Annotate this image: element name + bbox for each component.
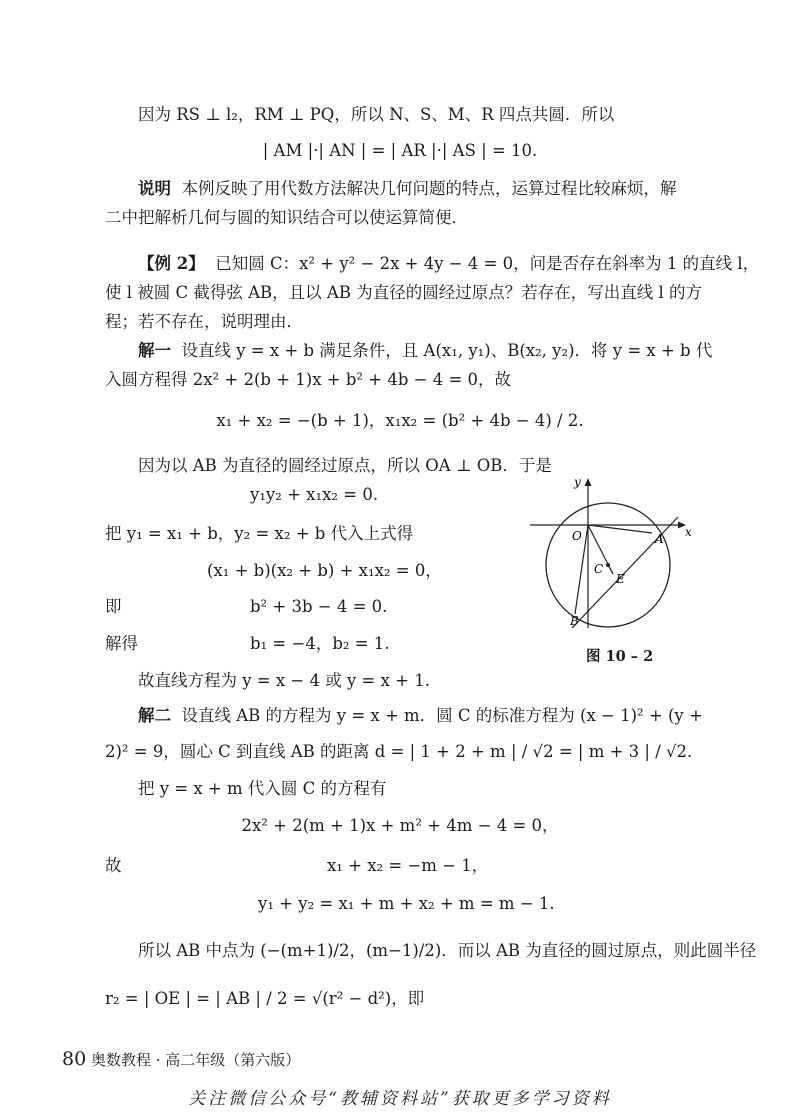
note-line-2: 二中把解析几何与圆的知识结合可以使运算简便． [105, 208, 468, 227]
example-line-3: 程；若不存在，说明理由． [105, 312, 303, 331]
solution2-line-5: r₂ = | OE | = | AB | / 2 = √(r² − d²)，即 [105, 989, 425, 1008]
label-a: A [655, 532, 664, 546]
equation-x-sum: x₁ + x₂ = −m − 1， [327, 856, 489, 875]
label-b: B [570, 614, 579, 628]
equation-perpendicular: y₁y₂ + x₁x₂ = 0. [250, 485, 379, 504]
page-number: 80 [62, 1048, 87, 1070]
proof-line-1: 因为 RS ⊥ l₂，RM ⊥ PQ，所以 N、S、M、R 四点共圆．所以 [138, 105, 615, 124]
solution1-conclusion: 故直线方程为 y = x − 4 或 y = x + 1. [138, 671, 430, 690]
equation-vieta-b: x₁ + x₂ = −(b + 1)，x₁x₂ = (b² + 4b − 4) / 2. [216, 411, 584, 430]
circle-figure [520, 470, 695, 630]
label-c: C [594, 562, 604, 576]
solution1-line-1 [138, 340, 712, 362]
equation-substituted: (x₁ + b)(x₂ + b) + x₁x₂ = 0， [207, 561, 442, 580]
solution1-line-3: 因为以 AB 为直径的圆经过原点，所以 OA ⊥ OB．于是 [138, 456, 552, 475]
equation-b-quadratic: b² + 3b − 4 = 0. [250, 597, 388, 616]
figure-caption: 图 10 – 2 [586, 648, 654, 665]
watermark-text: 关注微信公众号“教辅资料站”获取更多学习资料 [188, 1089, 612, 1109]
solution1-label: 解一 [138, 341, 171, 360]
equation-y-sum: y₁ + y₂ = x₁ + m + x₂ + m = m − 1. [258, 894, 555, 913]
y-axis-arrow [585, 478, 592, 486]
example-line-1 [138, 253, 759, 275]
label-e: E [616, 572, 625, 586]
equation-am-an: | AM |·| AN | = | AR |·| AS | = 10. [262, 141, 538, 160]
page-footer [62, 1048, 300, 1070]
equation-x-sum-label: 故 [105, 856, 122, 875]
equation-m-quadratic: 2x² + 2(m + 1)x + m² + 4m − 4 = 0， [241, 816, 559, 835]
solution2-line-3: 把 y = x + m 代入圆 C 的方程有 [138, 779, 387, 798]
solution2-line-4: 所以 AB 中点为 (−(m+1)/2，(m−1)/2)．而以 AB 为直径的圆过原点，则此圆半径 [138, 941, 757, 960]
equation-b-quadratic-label: 即 [105, 597, 122, 616]
note-text-1: 本例反映了用代数方法解决几何问题的特点，运算过程比较麻烦，解 [181, 179, 677, 198]
book-title: 奥数教程 · 高二年级（第六版） [90, 1051, 301, 1069]
note-label: 说明 [138, 179, 171, 198]
solution1-text-1: 设直线 y = x + b 满足条件，且 A(x₁, y₁)、B(x₂, y₂)．将 y = x + b 代 [181, 341, 713, 360]
label-o: O [572, 529, 582, 543]
solution2-line-1 [138, 705, 703, 727]
example-label: 【例 2】 [138, 254, 205, 273]
segment-oa [588, 525, 652, 533]
solution1-line-2: 入圆方程得 2x² + 2(b + 1)x + b² + 4b − 4 = 0，故 [105, 370, 512, 389]
note-line-1 [138, 178, 677, 200]
center-point [606, 563, 610, 567]
solution2-text-1: 设直线 AB 的方程为 y = x + m．圆 C 的标准方程为 (x − 1)² + (y + [181, 706, 703, 725]
solution2-label: 解二 [138, 706, 171, 725]
solution1-line-4: 把 y₁ = x₁ + b，y₂ = x₂ + b 代入上式得 [105, 524, 414, 543]
equation-b-solutions-label: 解得 [105, 634, 138, 653]
equation-b-solutions: b₁ = −4，b₂ = 1. [250, 634, 390, 653]
label-x: x [685, 525, 692, 539]
example-text-1: 已知圆 C：x² + y² − 2x + 4y − 4 = 0，问是否存在斜率为 1 的直线 l， [215, 254, 760, 273]
solution2-line-2: 2)² = 9，圆心 C 到直线 AB 的距离 d = | 1 + 2 + m | / √2 = | m + 3 | / √2． [105, 742, 704, 761]
label-y: y [574, 475, 581, 489]
example-line-2: 使 l 被圆 C 截得弦 AB，且以 AB 为直径的圆经过原点？若存在，写出直线 l 的方 [105, 283, 702, 302]
